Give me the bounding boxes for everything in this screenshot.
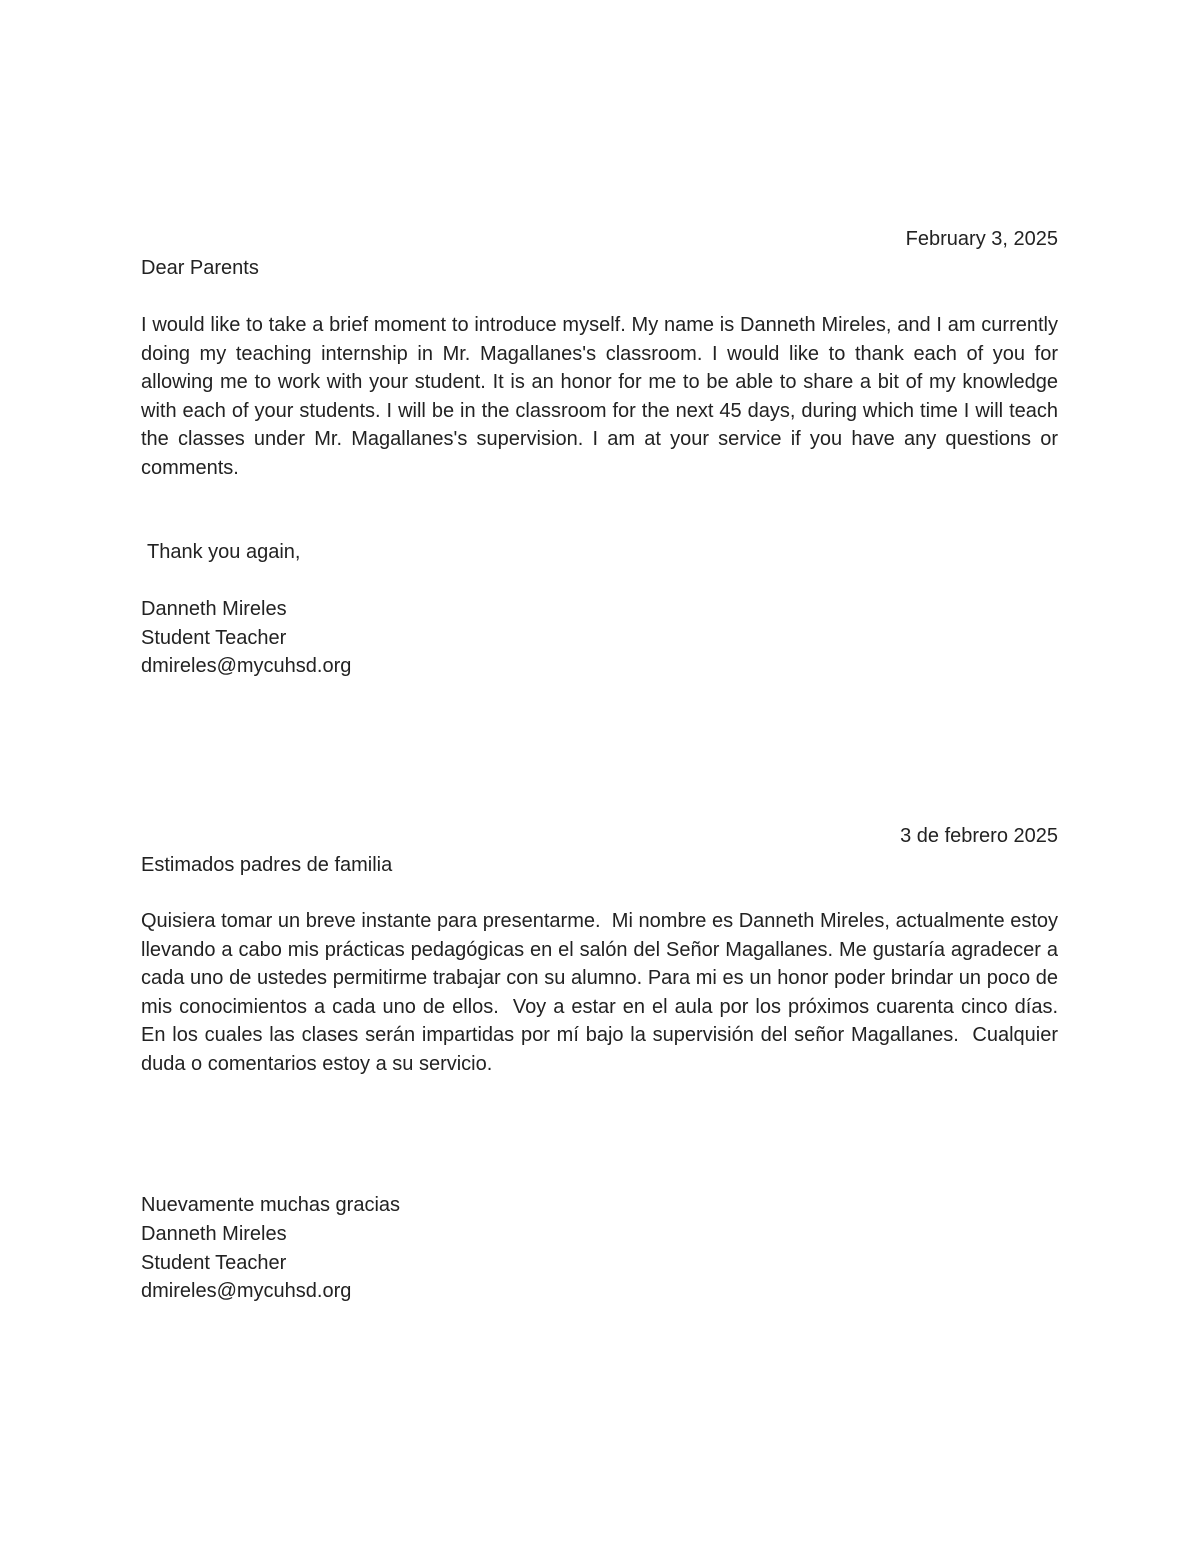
english-signature-email: dmireles@mycuhsd.org <box>141 655 352 677</box>
english-signature <box>141 595 1058 681</box>
english-signature-role: Student Teacher <box>141 626 287 649</box>
english-body: I would like to take a brief moment to introduce myself. My name is Danneth Mireles, and I am currently doing my teaching internship in Mr. Magallanes's classroom. I would like to thank each of you for allowing me to work with your student. It is an honor for me to be able to share a bit of my knowledge with each of your students. I will be in the classroom for the next 45 days, during which time I will teach the classes under Mr. Magallanes's supervision. I am at your service if you have any questions or comments. <box>141 314 1058 479</box>
spanish-salutation: Estimados padres de familia <box>141 854 393 876</box>
spanish-signature-role: Student Teacher <box>141 1251 287 1274</box>
english-date: February 3, 2025 <box>905 228 1058 250</box>
english-closing: Thank you again, <box>147 541 301 563</box>
spanish-signature-email: dmireles@mycuhsd.org <box>141 1280 352 1302</box>
spanish-signature-name: Danneth Mireles <box>141 1223 287 1245</box>
spanish-signature <box>141 1220 1058 1306</box>
english-signature-name: Danneth Mireles <box>141 598 287 620</box>
spanish-closing: Nuevamente muchas gracias <box>141 1194 401 1216</box>
spanish-date: 3 de febrero 2025 <box>900 825 1058 847</box>
english-salutation: Dear Parents <box>141 257 259 279</box>
spanish-body: Quisiera tomar un breve instante para presentarme. Mi nombre es Danneth Mireles, actualmente estoy llevando a cabo mis prácticas pedagógicas en el salón del Señor Magallanes. Me gustaría agradecer a cada uno de ustedes permitirme trabajar con su alumno. Para mi es un honor poder brindar un poco de mis conocimientos a cada uno de ellos. Voy a estar en el aula por los próximos cuarenta cinco días. En los cuales las clases serán impartidas por mí bajo la supervisión del señor Magallanes. Cualquier duda o comentarios estoy a su servicio. <box>141 910 1070 1075</box>
